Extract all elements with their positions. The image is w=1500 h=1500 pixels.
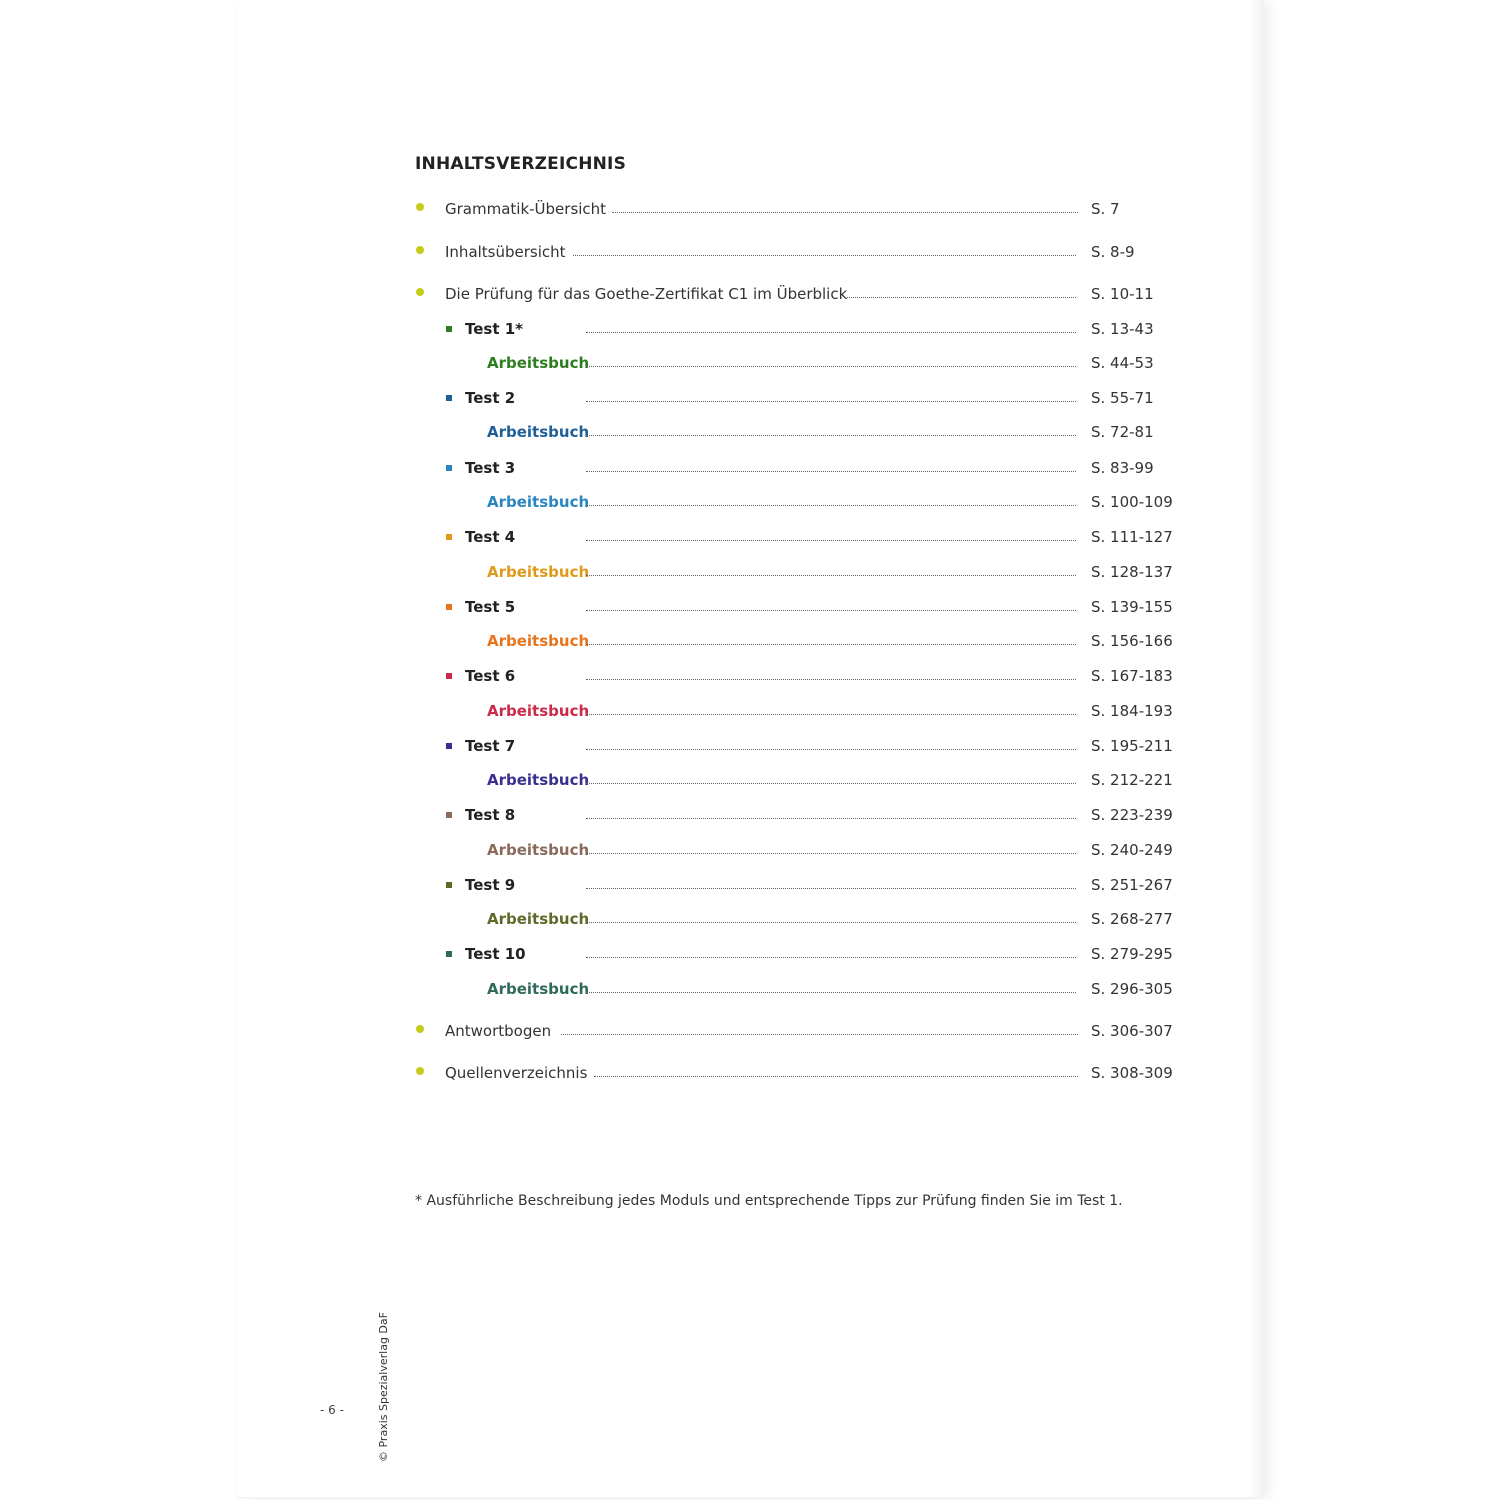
arbeitsbuch-label: Arbeitsbuch (487, 493, 590, 511)
copyright-notice: © Praxis Spezialverlag DaF (377, 1312, 390, 1462)
toc-entry-page: S. 8-9 (1091, 243, 1135, 261)
page-number: - 6 - (320, 1403, 344, 1417)
arbeitsbuch-label: Arbeitsbuch (487, 771, 590, 789)
test-page: S. 111-127 (1091, 528, 1173, 546)
leader-dots (586, 332, 1076, 333)
leader-dots (586, 644, 1076, 645)
toc-entry-quellenverzeichnis[interactable] (0, 1062, 1500, 1086)
bullet-square-icon (446, 326, 452, 332)
test-label: Test 7 (465, 737, 516, 755)
test-page: S. 279-295 (1091, 945, 1173, 963)
toc-entry-label: Antwortbogen (445, 1022, 552, 1040)
toc-test-2[interactable] (0, 387, 1500, 411)
test-label: Test 3 (465, 459, 516, 477)
test-page: S. 223-239 (1091, 806, 1173, 824)
leader-dots (586, 575, 1076, 576)
leader-dots (586, 679, 1076, 680)
toc-entry-label: Grammatik-Übersicht (445, 200, 607, 218)
arbeitsbuch-label: Arbeitsbuch (487, 980, 590, 998)
leader-dots (561, 1034, 1078, 1035)
toc-entry-pruefung[interactable] (0, 283, 1500, 307)
test-label: Test 1* (465, 320, 524, 338)
toc-test-4[interactable] (0, 526, 1500, 550)
test-label: Test 5 (465, 598, 516, 616)
bullet-square-icon (446, 673, 452, 679)
leader-dots (586, 853, 1076, 854)
leader-dots (845, 297, 1076, 298)
leader-dots (586, 957, 1076, 958)
toc-test-5[interactable] (0, 596, 1500, 620)
toc-entry-page: S. 7 (1091, 200, 1120, 218)
toc-test-3[interactable] (0, 457, 1500, 481)
arbeitsbuch-page: S. 128-137 (1091, 563, 1173, 581)
bullet-dot-icon (416, 246, 424, 254)
toc-arbeitsbuch-10[interactable] (0, 978, 1500, 1002)
toc-test-6[interactable] (0, 665, 1500, 689)
toc-entry-grammatik[interactable] (0, 198, 1500, 222)
bullet-square-icon (446, 812, 452, 818)
toc-arbeitsbuch-7[interactable] (0, 769, 1500, 793)
toc-test-8[interactable] (0, 804, 1500, 828)
leader-dots (586, 749, 1076, 750)
toc-title: INHALTSVERZEICHNIS (415, 154, 627, 174)
toc-arbeitsbuch-3[interactable] (0, 491, 1500, 515)
toc-test-1[interactable] (0, 318, 1500, 342)
leader-dots (586, 714, 1076, 715)
toc-entry-page: S. 306-307 (1091, 1022, 1173, 1040)
leader-dots (586, 505, 1076, 506)
test-page: S. 139-155 (1091, 598, 1173, 616)
test-label: Test 2 (465, 389, 516, 407)
toc-test-9[interactable] (0, 874, 1500, 898)
leader-dots (594, 1076, 1078, 1077)
toc-arbeitsbuch-2[interactable] (0, 421, 1500, 445)
arbeitsbuch-page: S. 268-277 (1091, 910, 1173, 928)
leader-dots (612, 212, 1078, 213)
bullet-dot-icon (416, 288, 424, 296)
toc-entry-inhaltsuebersicht[interactable] (0, 241, 1500, 265)
arbeitsbuch-label: Arbeitsbuch (487, 841, 590, 859)
leader-dots (586, 435, 1076, 436)
arbeitsbuch-page: S. 212-221 (1091, 771, 1173, 789)
arbeitsbuch-page: S. 72-81 (1091, 423, 1154, 441)
toc-entry-label: Die Prüfung für das Goethe-Zertifikat C1 im Überblick (445, 285, 848, 303)
bullet-square-icon (446, 534, 452, 540)
leader-dots (586, 471, 1076, 472)
toc-arbeitsbuch-5[interactable] (0, 630, 1500, 654)
bullet-square-icon (446, 882, 452, 888)
test-page: S. 251-267 (1091, 876, 1173, 894)
leader-dots (586, 888, 1076, 889)
leader-dots (573, 255, 1076, 256)
bullet-square-icon (446, 465, 452, 471)
arbeitsbuch-page: S. 156-166 (1091, 632, 1173, 650)
toc-arbeitsbuch-1[interactable] (0, 352, 1500, 376)
test-page: S. 83-99 (1091, 459, 1154, 477)
bullet-dot-icon (416, 203, 424, 211)
arbeitsbuch-label: Arbeitsbuch (487, 910, 590, 928)
toc-entry-page: S. 308-309 (1091, 1064, 1173, 1082)
arbeitsbuch-label: Arbeitsbuch (487, 563, 590, 581)
toc-entry-page: S. 10-11 (1091, 285, 1154, 303)
arbeitsbuch-page: S. 184-193 (1091, 702, 1173, 720)
leader-dots (586, 401, 1076, 402)
arbeitsbuch-page: S. 44-53 (1091, 354, 1154, 372)
leader-dots (586, 366, 1076, 367)
bullet-dot-icon (416, 1067, 424, 1075)
bullet-dot-icon (416, 1025, 424, 1033)
toc-arbeitsbuch-6[interactable] (0, 700, 1500, 724)
bullet-square-icon (446, 743, 452, 749)
leader-dots (586, 610, 1076, 611)
leader-dots (586, 540, 1076, 541)
leader-dots (586, 783, 1076, 784)
leader-dots (586, 922, 1076, 923)
test-label: Test 8 (465, 806, 516, 824)
test-label: Test 9 (465, 876, 516, 894)
test-page: S. 13-43 (1091, 320, 1154, 338)
arbeitsbuch-label: Arbeitsbuch (487, 423, 590, 441)
toc-arbeitsbuch-9[interactable] (0, 908, 1500, 932)
toc-entry-label: Inhaltsübersicht (445, 243, 566, 261)
toc-arbeitsbuch-8[interactable] (0, 839, 1500, 863)
arbeitsbuch-page: S. 296-305 (1091, 980, 1173, 998)
arbeitsbuch-page: S. 240-249 (1091, 841, 1173, 859)
leader-dots (586, 818, 1076, 819)
bullet-square-icon (446, 395, 452, 401)
bullet-square-icon (446, 951, 452, 957)
test-label: Test 10 (465, 945, 526, 963)
arbeitsbuch-label: Arbeitsbuch (487, 354, 590, 372)
toc-test-7[interactable] (0, 735, 1500, 759)
arbeitsbuch-label: Arbeitsbuch (487, 702, 590, 720)
test-label: Test 4 (465, 528, 516, 546)
bullet-square-icon (446, 604, 452, 610)
test-page: S. 167-183 (1091, 667, 1173, 685)
test-page: S. 195-211 (1091, 737, 1173, 755)
toc-test-10[interactable] (0, 943, 1500, 967)
arbeitsbuch-page: S. 100-109 (1091, 493, 1173, 511)
toc-arbeitsbuch-4[interactable] (0, 561, 1500, 585)
toc-entry-label: Quellenverzeichnis (445, 1064, 588, 1082)
arbeitsbuch-label: Arbeitsbuch (487, 632, 590, 650)
toc-entry-antwortbogen[interactable] (0, 1020, 1500, 1044)
footnote: * Ausführliche Beschreibung jedes Moduls und entsprechende Tipps zur Prüfung finden Sie im Test 1. (415, 1193, 1123, 1209)
test-page: S. 55-71 (1091, 389, 1154, 407)
leader-dots (586, 992, 1076, 993)
test-label: Test 6 (465, 667, 516, 685)
